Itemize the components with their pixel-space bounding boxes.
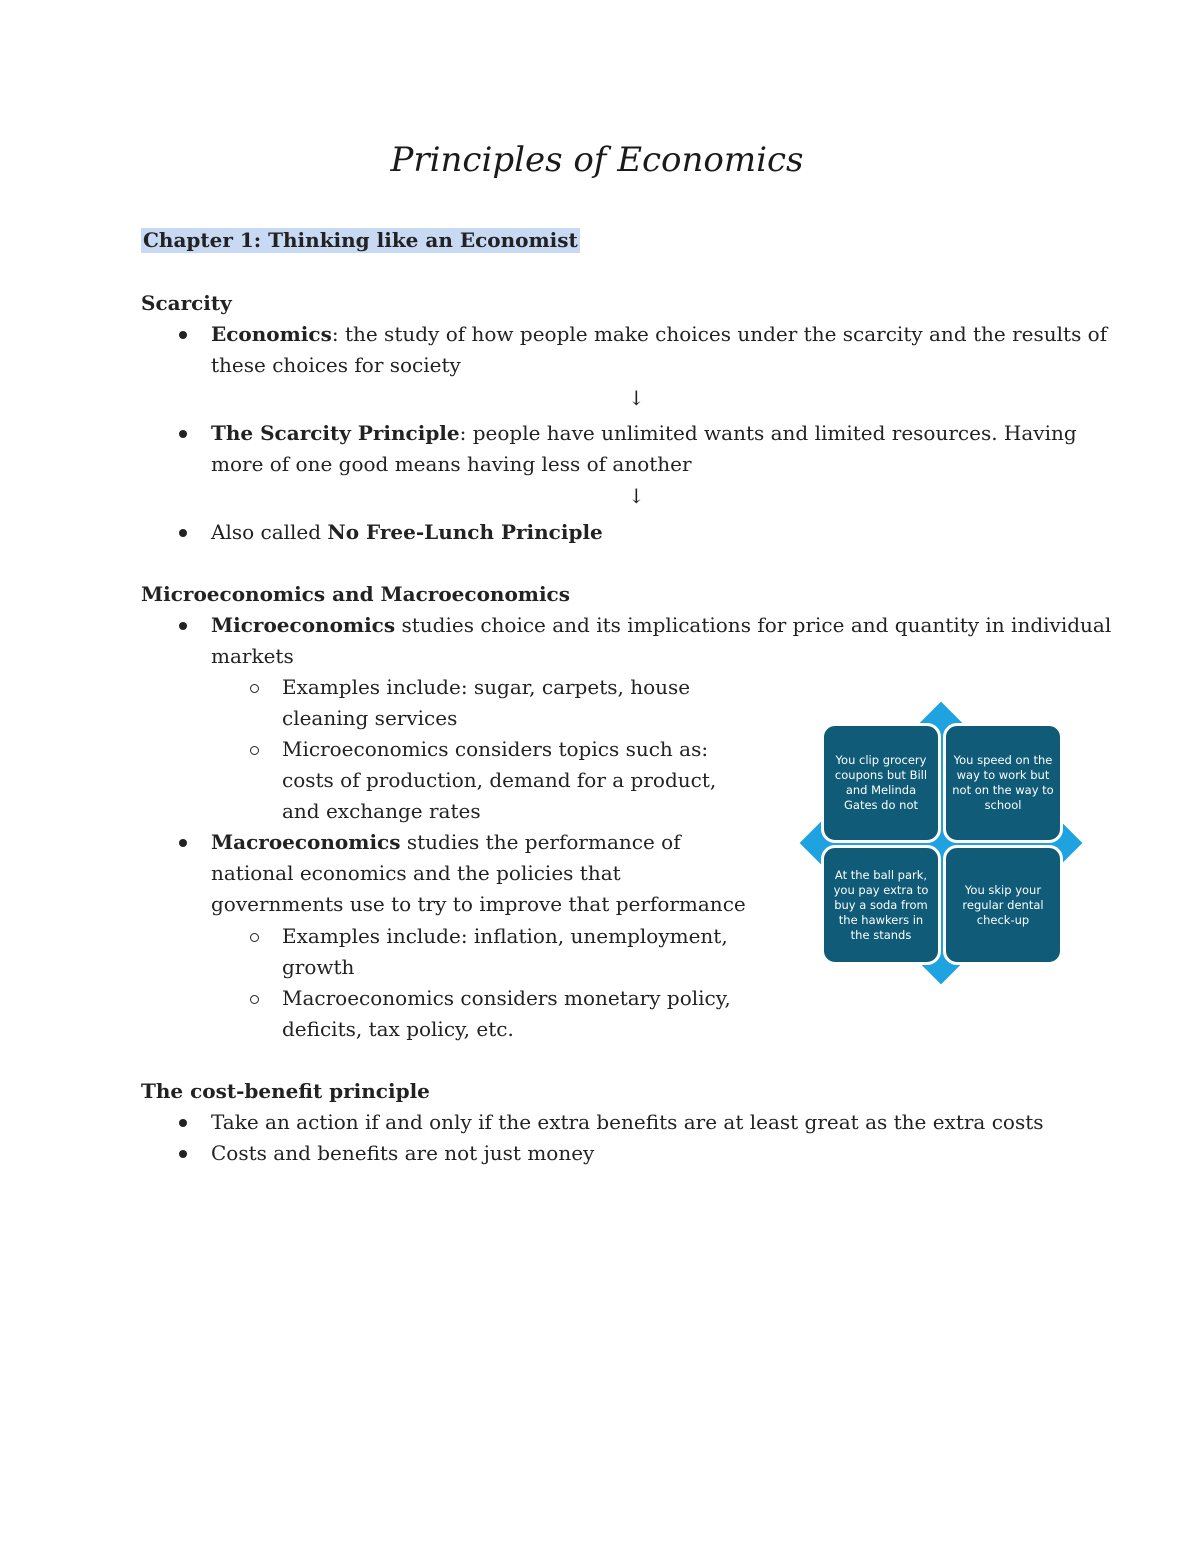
cost-benefit-item-2: Costs and benefits are not just money [211, 1141, 595, 1165]
bullet-icon [179, 622, 187, 630]
bullet-icon [179, 331, 187, 339]
bullet-icon [179, 1119, 187, 1127]
micro-examples-cont: cleaning services [282, 706, 458, 730]
macro-definition-cont2: governments use to try to improve that performance [211, 892, 746, 916]
micro-def-text: studies choice and its implications for price and quantity in individual [395, 613, 1112, 637]
down-arrow-icon: ↓ [628, 484, 645, 508]
also-called-prefix: Also called [211, 520, 328, 544]
sub-bullet-icon [250, 995, 259, 1004]
micro-definition [211, 610, 1111, 641]
page-title: Principles of Economics [390, 140, 804, 180]
macro-definition-cont: national economics and the policies that [211, 861, 621, 885]
examples-diagram [796, 698, 1086, 988]
sub-bullet-icon [250, 684, 259, 693]
economics-definition [211, 319, 1107, 350]
chapter-highlight: Chapter 1: Thinking like an Economist [143, 228, 578, 252]
micro-topics-cont2: and exchange rates [282, 799, 481, 823]
micro-topics: Microeconomics considers topics such as: [282, 737, 709, 761]
scarcity-principle-text: : people have unlimited wants and limited resources. Having [459, 421, 1077, 445]
also-called [211, 517, 603, 548]
macro-topics: Macroeconomics considers monetary policy, [282, 986, 731, 1010]
diagram-box-ballpark: At the ball park, you pay extra to buy a soda from the hawkers in the stands [821, 845, 941, 965]
micro-macro-heading: Microeconomics and Macroeconomics [141, 582, 570, 606]
scarcity-principle-term: The Scarcity Principle [211, 421, 460, 445]
sub-bullet-icon [250, 746, 259, 755]
economics-def-text: : the study of how people make choices under the scarcity and the results of [331, 322, 1108, 346]
chapter-heading [141, 225, 580, 256]
micro-definition-cont: markets [211, 644, 294, 668]
down-arrow-icon: ↓ [628, 386, 645, 410]
micro-topics-cont: costs of production, demand for a product, [282, 768, 717, 792]
macro-topics-cont: deficits, tax policy, etc. [282, 1017, 514, 1041]
no-free-lunch-term: No Free-Lunch Principle [327, 520, 603, 544]
bullet-icon [179, 430, 187, 438]
bullet-icon [179, 1150, 187, 1158]
diagram-box-speeding: You speed on the way to work but not on the way to school [943, 723, 1063, 843]
macro-examples: Examples include: inflation, unemployment, [282, 924, 728, 948]
macro-definition [211, 827, 681, 858]
cost-benefit-item-1: Take an action if and only if the extra benefits are at least great as the extra costs [211, 1110, 1044, 1134]
scarcity-principle [211, 418, 1077, 449]
scarcity-heading: Scarcity [141, 291, 232, 315]
bullet-icon [179, 839, 187, 847]
bullet-icon [179, 529, 187, 537]
macro-examples-cont: growth [282, 955, 355, 979]
economics-term: Economics [211, 322, 332, 346]
economics-definition-cont: these choices for society [211, 353, 461, 377]
diagram-box-dental: You skip your regular dental check-up [943, 845, 1063, 965]
macro-def-text: studies the performance of [400, 830, 681, 854]
sub-bullet-icon [250, 933, 259, 942]
micro-term: Microeconomics [211, 613, 396, 637]
scarcity-principle-cont: more of one good means having less of another [211, 452, 692, 476]
macro-term: Macroeconomics [211, 830, 401, 854]
micro-examples: Examples include: sugar, carpets, house [282, 675, 691, 699]
diagram-box-coupons: You clip grocery coupons but Bill and Melinda Gates do not [821, 723, 941, 843]
cost-benefit-heading: The cost-benefit principle [141, 1079, 430, 1103]
